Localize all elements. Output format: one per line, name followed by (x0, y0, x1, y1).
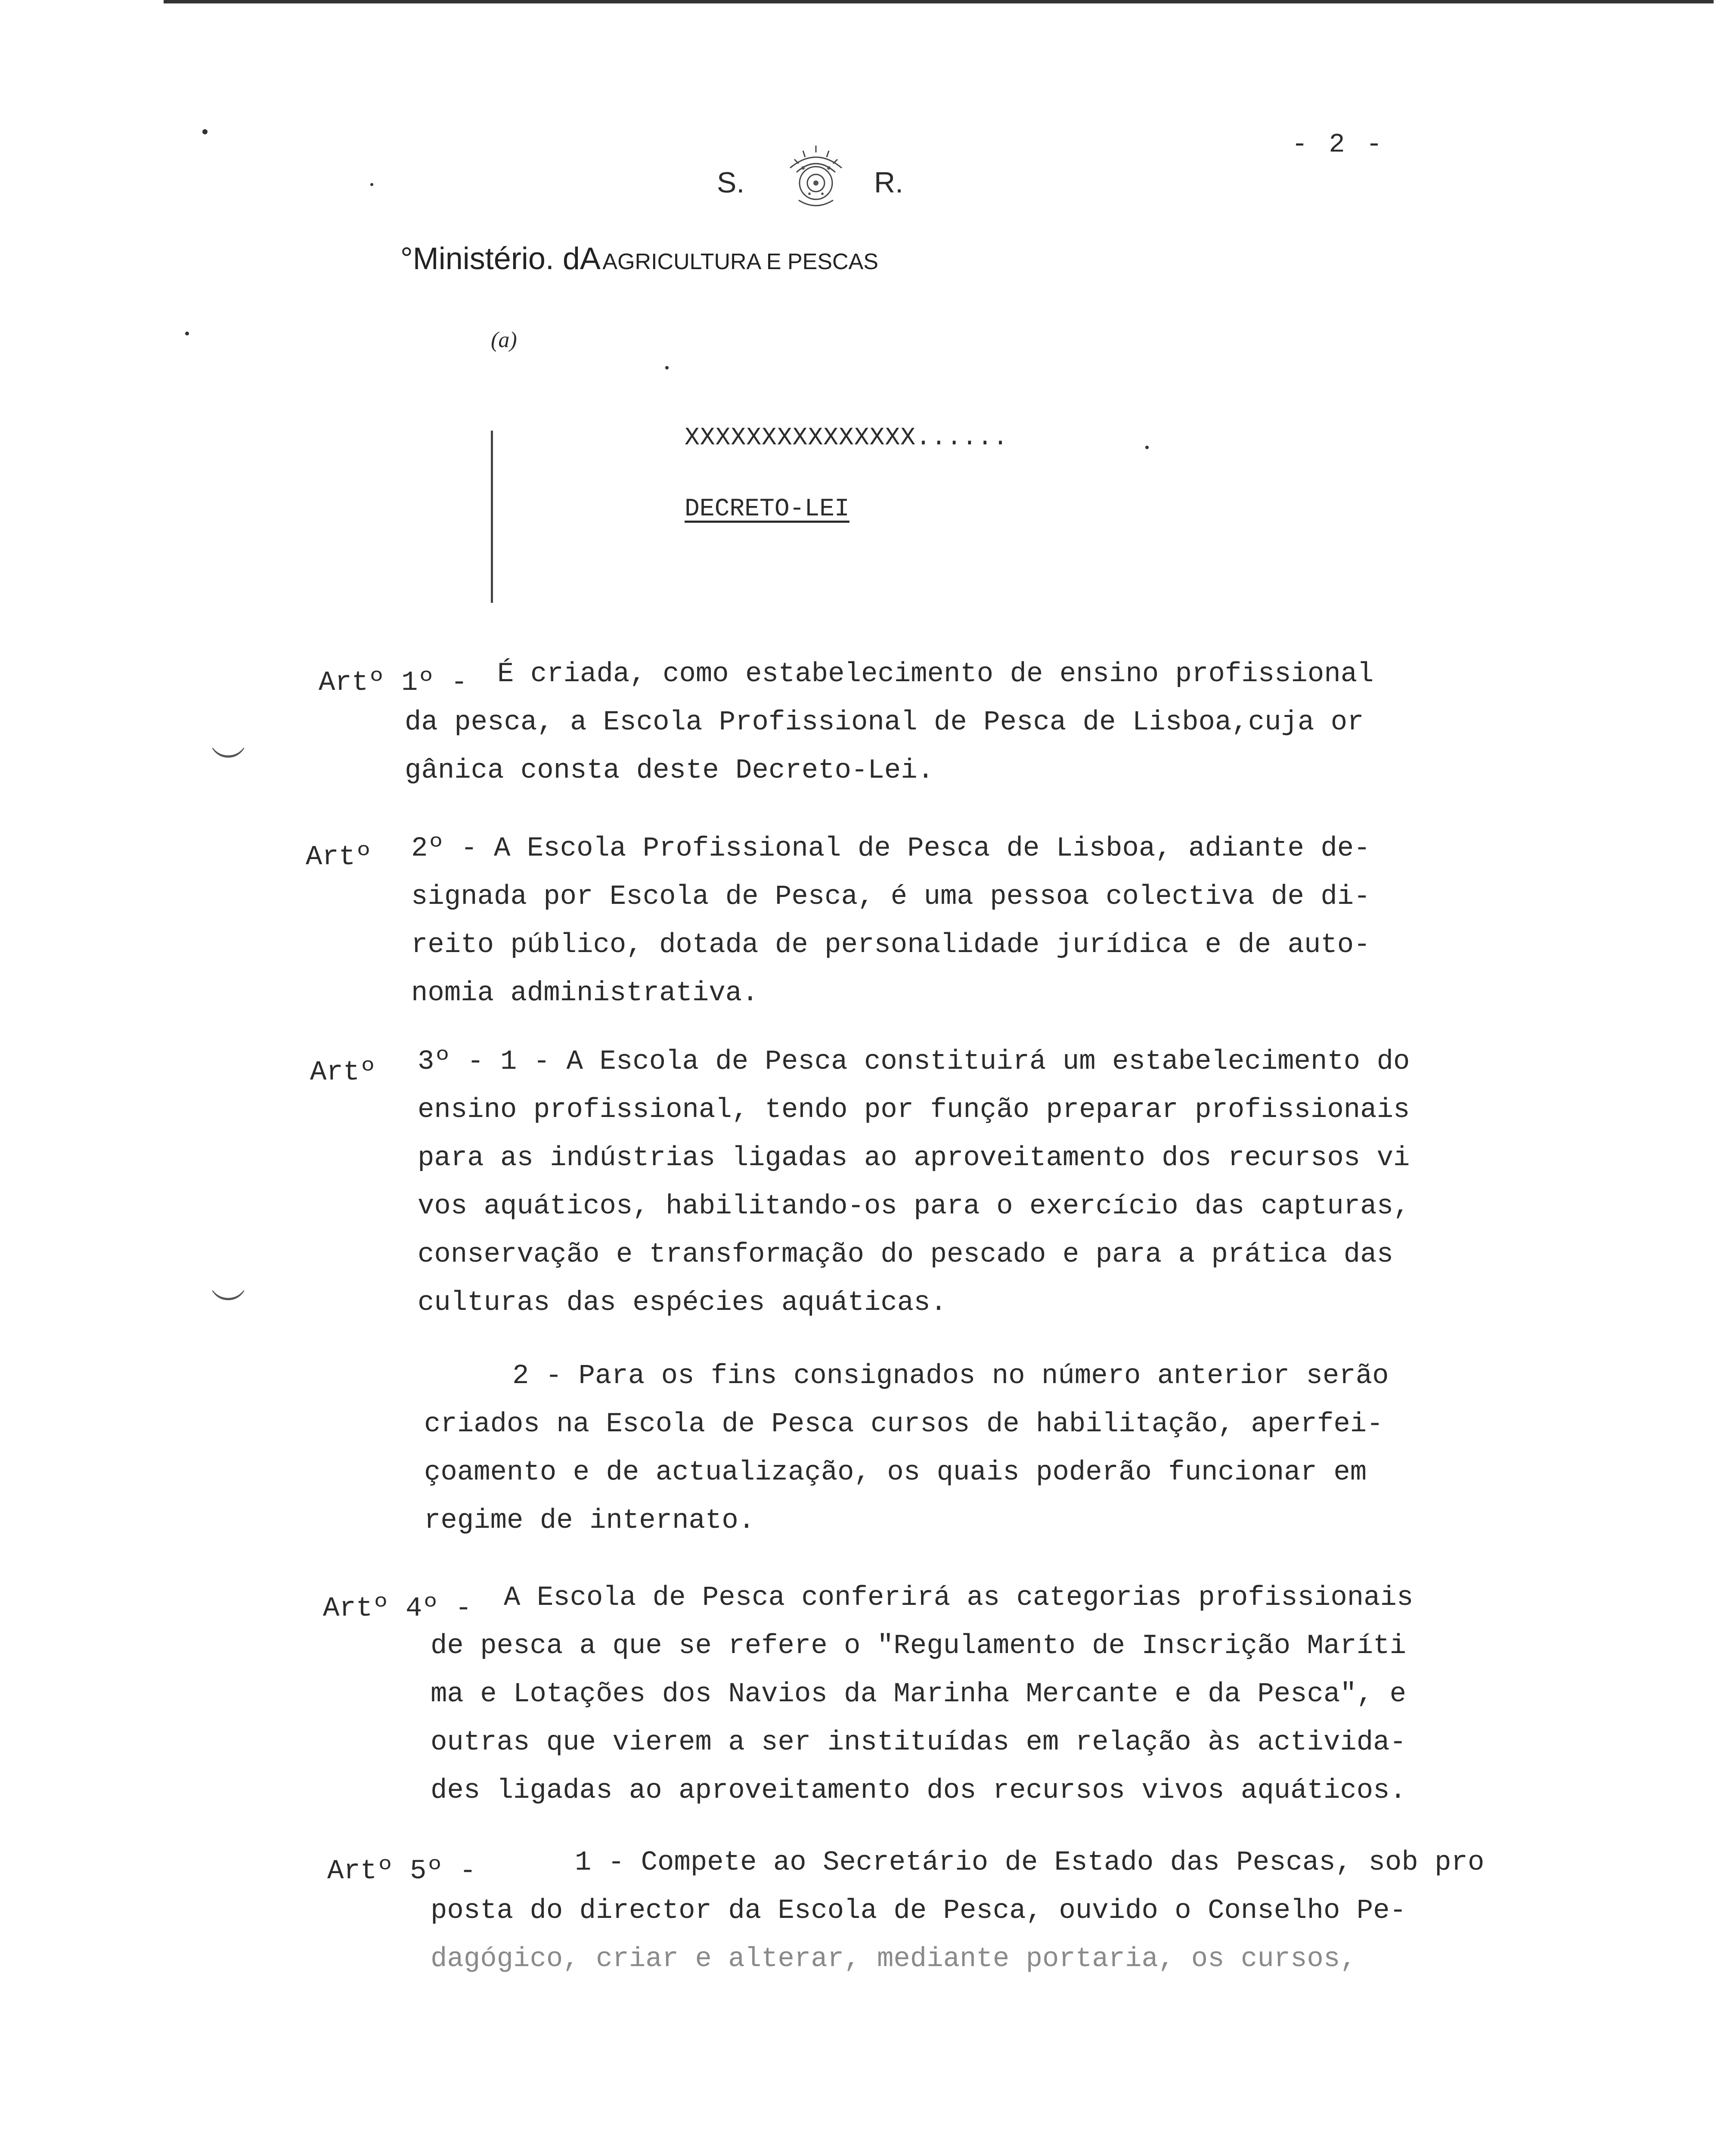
article-3-label: Artº (310, 1057, 376, 1088)
article-4-text (431, 1574, 1414, 1815)
article-3-item-2-line: 2 - Para os fins consignados no número anterior serão (512, 1361, 1389, 1392)
article-1-line: gânica consta deste Decreto-Lei. (405, 755, 934, 786)
ministry-heading (400, 241, 878, 276)
article-4-line: des ligadas ao aproveitamento dos recursos vivos aquáticos. (431, 1775, 1406, 1806)
article-2-line: reito público, dotada de personalidade jurídica e de auto- (411, 930, 1370, 961)
article-5-line: posta do director da Escola de Pesca, ouvido o Conselho Pe- (431, 1896, 1406, 1927)
article-3-line: culturas das espécies aquáticas. (418, 1287, 947, 1318)
speck (370, 183, 373, 186)
article-1-text (405, 650, 1374, 795)
speck (1145, 446, 1149, 449)
article-3-line: conservação e transformação do pescado e para a prática das (418, 1239, 1393, 1270)
speck (202, 129, 208, 134)
article-2-line: nomia administrativa. (411, 978, 759, 1009)
article-5-label: Artº 5º - (327, 1856, 476, 1887)
top-edge-line (164, 0, 1714, 3)
article-3-item-2-line: regime de internato. (424, 1505, 755, 1536)
header-sr-right: R. (874, 166, 903, 199)
article-2-line: 2º - A Escola Profissional de Pesca de Lisboa, adiante de- (411, 833, 1370, 864)
article-1-line: É criada, como estabelecimento de ensino profissional (497, 659, 1374, 690)
article-2-line: signada por Escola de Pesca, é uma pessoa colectiva de di- (411, 881, 1370, 912)
article-3-line: para as indústrias ligadas ao aproveitamento dos recursos vi (418, 1143, 1410, 1174)
article-4-line: A Escola de Pesca conferirá as categorias profissionais (504, 1582, 1414, 1613)
struck-out-title: XXXXXXXXXXXXXXX...... (685, 424, 1008, 452)
article-4-label: Artº 4º - (323, 1593, 472, 1624)
article-3-line: ensino profissional, tendo por função preparar profissionais (418, 1095, 1410, 1126)
article-3-item-2-text (424, 1352, 1389, 1545)
article-3-line: 3º - 1 - A Escola de Pesca constituirá um estabelecimento do (418, 1046, 1410, 1077)
margin-bracket-mark: ︶ (211, 1287, 245, 1327)
speck (665, 366, 669, 369)
article-3-item-2-line: criados na Escola de Pesca cursos de habilitação, aperfei- (424, 1409, 1383, 1440)
speck (185, 332, 189, 335)
article-1-label: Artº 1º - (319, 667, 468, 698)
coat-of-arms-seal-icon (773, 142, 859, 215)
header-sr-left: S. (717, 166, 745, 199)
sub-label-a: (a) (491, 328, 517, 352)
document-type-title: DECRETO-LEI (685, 495, 849, 523)
article-4-line: ma e Lotações dos Navios da Marinha Mercante e da Pesca", e (431, 1679, 1406, 1710)
margin-vertical-line (491, 431, 493, 603)
page-number: - 2 - (1292, 129, 1385, 160)
article-5-line: dagógico, criar e alterar, mediante portaria, os cursos, (431, 1944, 1357, 1975)
article-2-text (411, 825, 1370, 1018)
article-1-line: da pesca, a Escola Profissional de Pesca de Lisboa,cuja or (405, 707, 1364, 738)
article-4-line: outras que vierem a ser instituídas em relação às activida- (431, 1727, 1406, 1758)
article-5-text (431, 1839, 1485, 1983)
article-3-text (418, 1038, 1410, 1327)
article-2-label: Artº (306, 842, 372, 873)
article-3-line: vos aquáticos, habilitando-os para o exercício das capturas, (418, 1191, 1410, 1222)
article-4-line: de pesca a que se refere o "Regulamento de Inscrição Maríti (431, 1631, 1406, 1662)
article-5-line: 1 - Compete ao Secretário de Estado das Pescas, sob pro (575, 1847, 1485, 1878)
margin-bracket-mark: ︶ (211, 744, 245, 784)
ministry-name: AGRICULTURA E PESCAS (602, 249, 878, 274)
ministry-prefix: °Ministério. dA (400, 242, 601, 276)
article-3-item-2-line: çoamento e de actualização, os quais poderão funcionar em (424, 1457, 1367, 1488)
